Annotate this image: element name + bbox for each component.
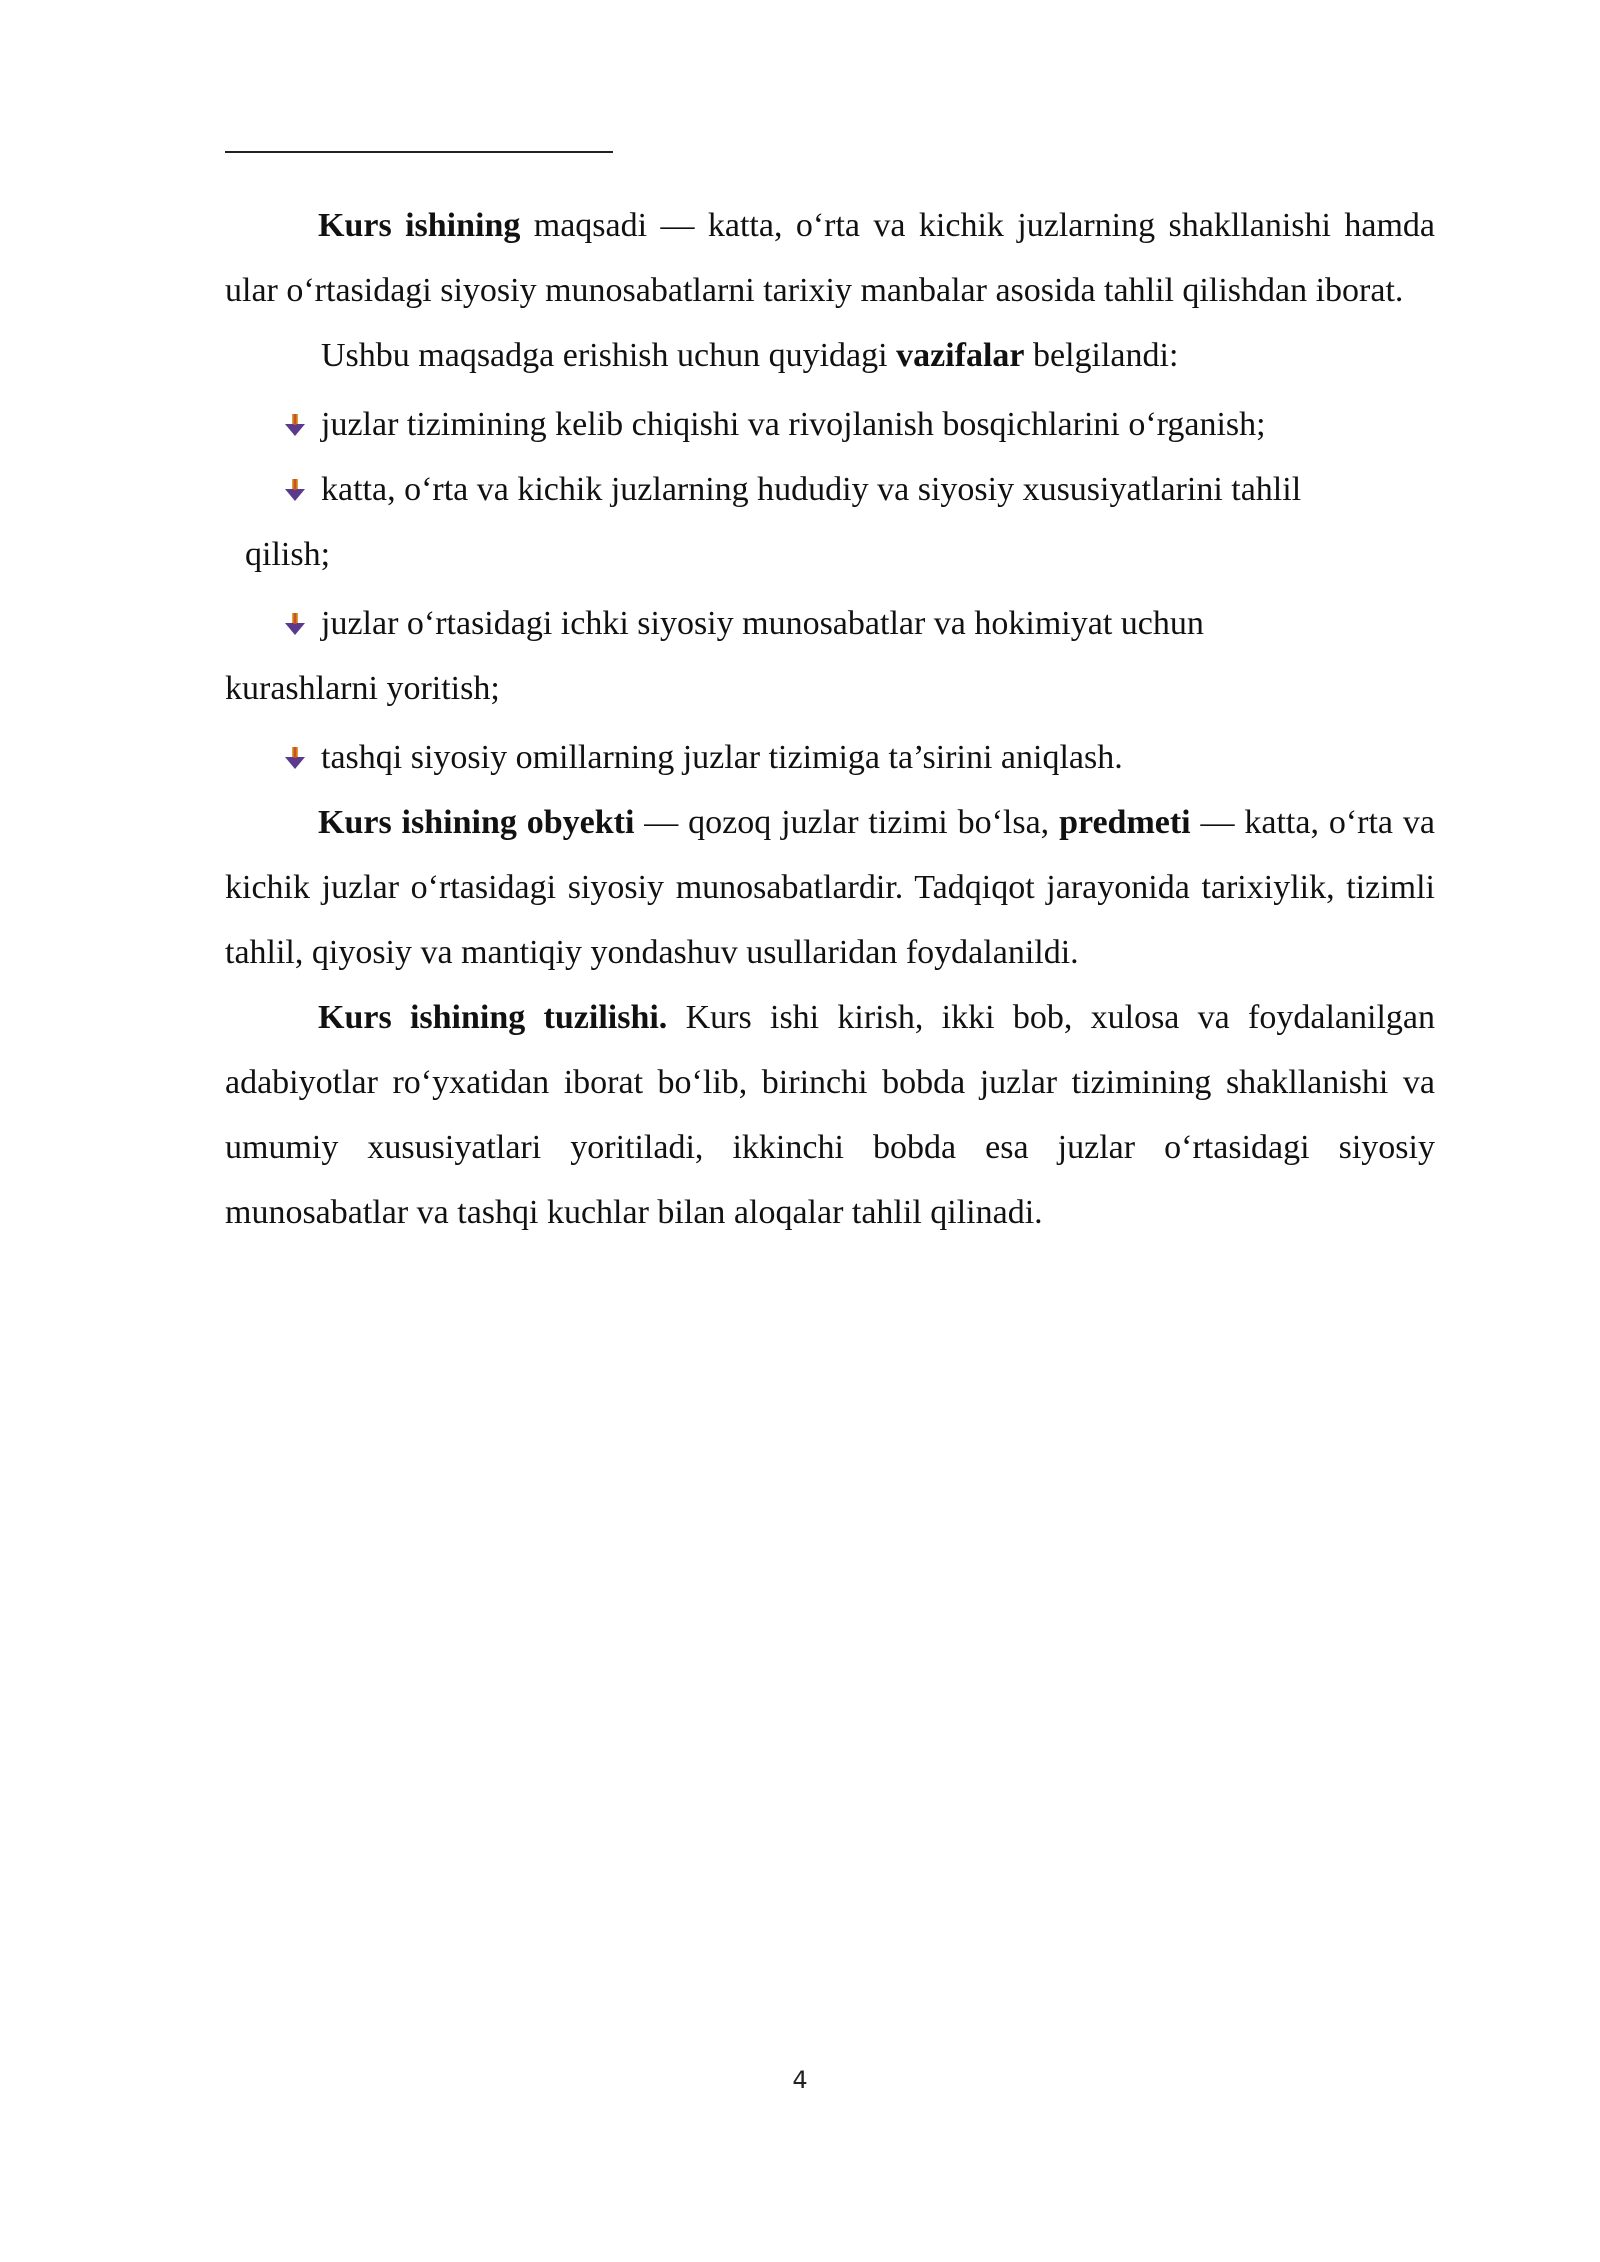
object-after: — katta, o‘rta va kichik juzlar o‘rtasidagi siyosiy munosabatlardir. Tadqiqot jarayonida tarixiylik, tizimli tahlil, qiyosiy va mantiqiy yondashuv usullaridan foydalanildi. <box>225 804 1435 971</box>
list-item-text: tashqi siyosiy omillarning juzlar tizimiga ta’sirini aniqlash. <box>321 739 1123 776</box>
footnote-separator-line <box>225 151 613 153</box>
list-item <box>225 392 1435 457</box>
list-item <box>225 725 1435 790</box>
list-item-text: juzlar tizimining kelib chiqishi va rivojlanish bosqichlarini o‘rganish; <box>321 406 1266 443</box>
paragraph-aim-text: maqsadi — katta, o‘rta va kichik juzlarning shakllanishi hamda ular o‘rtasidagi siyosiy munosabatlarni tarixiy manbalar asosida tahlil qilishdan iborat. <box>225 207 1435 309</box>
subject-bold: predmeti <box>1059 804 1191 841</box>
list-item-continuation: qilish; <box>245 536 331 573</box>
paragraph-structure <box>225 985 1435 1245</box>
arrow-down-bullet-icon <box>283 478 307 502</box>
paragraph-aim-bold: Kurs ishining <box>318 207 521 244</box>
list-item-continuation: kurashlarni yoritish; <box>225 670 500 707</box>
tasks-intro-after: belgilandi: <box>1024 337 1179 374</box>
list-item <box>225 591 1435 721</box>
list-item-text: katta, o‘rta va kichik juzlarning hududiy va siyosiy xususiyatlarini tahlil <box>321 471 1302 508</box>
arrow-down-bullet-icon <box>283 413 307 437</box>
arrow-down-bullet-icon <box>283 612 307 636</box>
tasks-intro-bold: vazifalar <box>896 337 1025 374</box>
tasks-intro-before: Ushbu maqsadga erishish uchun quyidagi <box>321 337 897 374</box>
document-body <box>225 193 1435 1245</box>
structure-text: Kurs ishi kirish, ikki bob, xulosa va foydalanilgan adabiyotlar ro‘yxatidan iborat bo‘lib, birinchi bobda juzlar tizimining shakllanishi va umumiy xususiyatlari yoritiladi, ikkinchi bobda esa juzlar o‘rtasidagi siyosiy munosabatlar va tashqi kuchlar bilan aloqalar tahlil qilinadi. <box>225 999 1435 1231</box>
arrow-down-bullet-icon <box>283 746 307 770</box>
paragraph-aim <box>225 193 1435 323</box>
object-mid: — qozoq juzlar tizimi bo‘lsa, <box>634 804 1060 841</box>
page-number: 4 <box>792 2066 808 2094</box>
object-bold: Kurs ishining obyekti <box>318 804 635 841</box>
paragraph-tasks-intro <box>225 323 1435 388</box>
list-item <box>225 457 1435 587</box>
list-item-text: juzlar o‘rtasidagi ichki siyosiy munosabatlar va hokimiyat uchun <box>321 605 1204 642</box>
paragraph-object-subject <box>225 790 1435 985</box>
structure-bold: Kurs ishining tuzilishi. <box>318 999 668 1036</box>
